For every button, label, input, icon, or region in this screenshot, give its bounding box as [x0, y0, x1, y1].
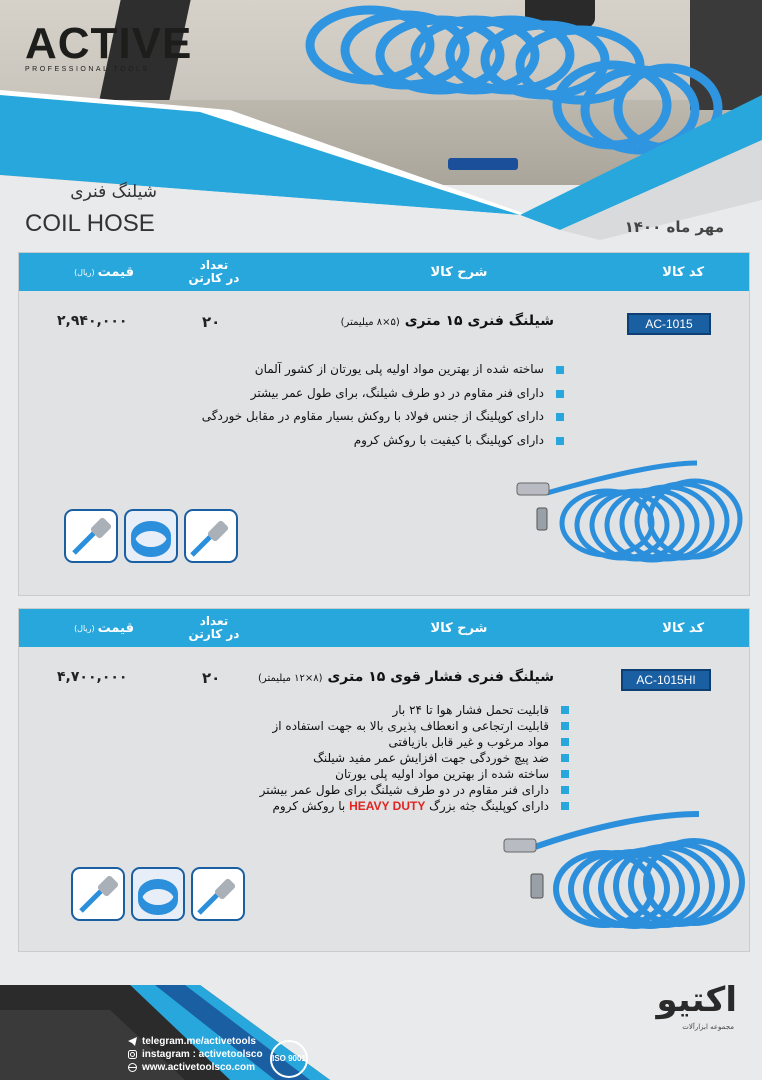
thumbnail-coupling-end[interactable]: [184, 509, 238, 563]
list-item: قابلیت تحمل فشار هوا تا ۲۴ بار: [260, 702, 549, 718]
list-item: ضد پیچ خوردگی جهت افزایش عمر مفید شیلنگ: [260, 750, 549, 766]
header-code: کد کالا: [662, 264, 704, 280]
brand-subtitle: مجموعه ابزارآلات: [682, 1023, 734, 1031]
active-logo: ACTIVE PROFESSIONAL TOOLS: [25, 19, 193, 73]
header-price: قیمت (ریال): [74, 264, 134, 280]
instagram-icon: [128, 1050, 137, 1059]
list-item: دارای فنر مقاوم در دو طرف شیلنگ، برای طول عمر بیشتر: [202, 382, 544, 406]
product-card-ac-1015: [18, 252, 750, 596]
coil-hose-image: [489, 794, 747, 944]
thumbnail-coupling-end[interactable]: [191, 867, 245, 921]
coil-hose-image: [497, 433, 747, 578]
header-desc: شرح کالا: [430, 620, 488, 636]
list-item: ساخته شده از بهترین مواد اولیه پلی یورتان از کشور آلمان: [202, 358, 544, 382]
thumbnail-coupling[interactable]: [64, 509, 118, 563]
list-item: قابلیت ارتجاعی و انعطاف پذیری بالا به جهت استفاده از: [260, 718, 549, 734]
product-qty: ۲۰: [202, 669, 221, 687]
table-header: [19, 253, 749, 291]
telegram-icon: [128, 1037, 137, 1046]
price-date: مهر ماه ۱۴۰۰: [624, 218, 724, 236]
page-title-fa: شیلنگ فنری: [70, 182, 157, 202]
telegram-link[interactable]: telegram.me/activetools: [128, 1035, 263, 1048]
iso-badge: ISO 9001: [270, 1040, 308, 1078]
header-price: قیمت (ریال): [74, 620, 134, 636]
heavy-duty-label: HEAVY DUTY: [349, 799, 426, 813]
website-link[interactable]: www.activetoolsco.com: [128, 1061, 263, 1074]
list-item: دارای کوپلینگ با کیفیت با روکش کروم: [202, 429, 544, 453]
list-item: مواد مرغوب و غیر قابل بازیافتی: [260, 734, 549, 750]
feature-list: [202, 358, 544, 452]
product-price: ۲,۹۴۰,۰۰۰: [57, 313, 128, 329]
product-code: AC-1015: [627, 313, 711, 335]
globe-icon: [128, 1063, 137, 1072]
table-header: [19, 609, 749, 647]
header-code: کد کالا: [662, 620, 704, 636]
thumbnail-coupling[interactable]: [71, 867, 125, 921]
list-item: دارای فنر مقاوم در دو طرف شیلنگ برای طول عمر بیشتر: [259, 783, 549, 797]
list-item: دارای کوپلینگ از جنس فولاد با روکش بسیار مقاوم در مقابل خوردگی: [202, 405, 544, 429]
thumbnail-coil[interactable]: [131, 867, 185, 921]
instagram-link[interactable]: instagram : activetoolsco: [128, 1048, 263, 1061]
brand-logo-fa: اکتیو: [656, 980, 737, 1020]
product-price: ۴,۷۰۰,۰۰۰: [57, 669, 128, 685]
footer-band: [0, 955, 762, 1080]
product-desc: شیلنگ فنری ۱۵ متری (۵×۸ میلیمتر): [340, 313, 554, 329]
header-desc: شرح کالا: [430, 264, 488, 280]
list-item: دارای کوپلینگ جثه بزرگ HEAVY DUTY با روکش کروم: [260, 798, 549, 814]
list-item: ساخته شده از بهترین مواد اولیه پلی یورتان: [260, 766, 549, 782]
thumbnail-coil[interactable]: [124, 509, 178, 563]
header-qty: تعداد در کارتن: [188, 258, 240, 285]
product-code: AC-1015HI: [621, 669, 711, 691]
header-qty: تعداد در کارتن: [188, 614, 240, 641]
page-title-en: COIL HOSE: [25, 210, 155, 237]
product-qty: ۲۰: [202, 313, 221, 331]
product-card-ac-1015hi: [18, 608, 750, 952]
product-desc: شیلنگ فنری فشار قوی ۱۵ متری (۸×۱۲ میلیمتر): [258, 669, 554, 685]
social-links: [128, 1035, 263, 1074]
